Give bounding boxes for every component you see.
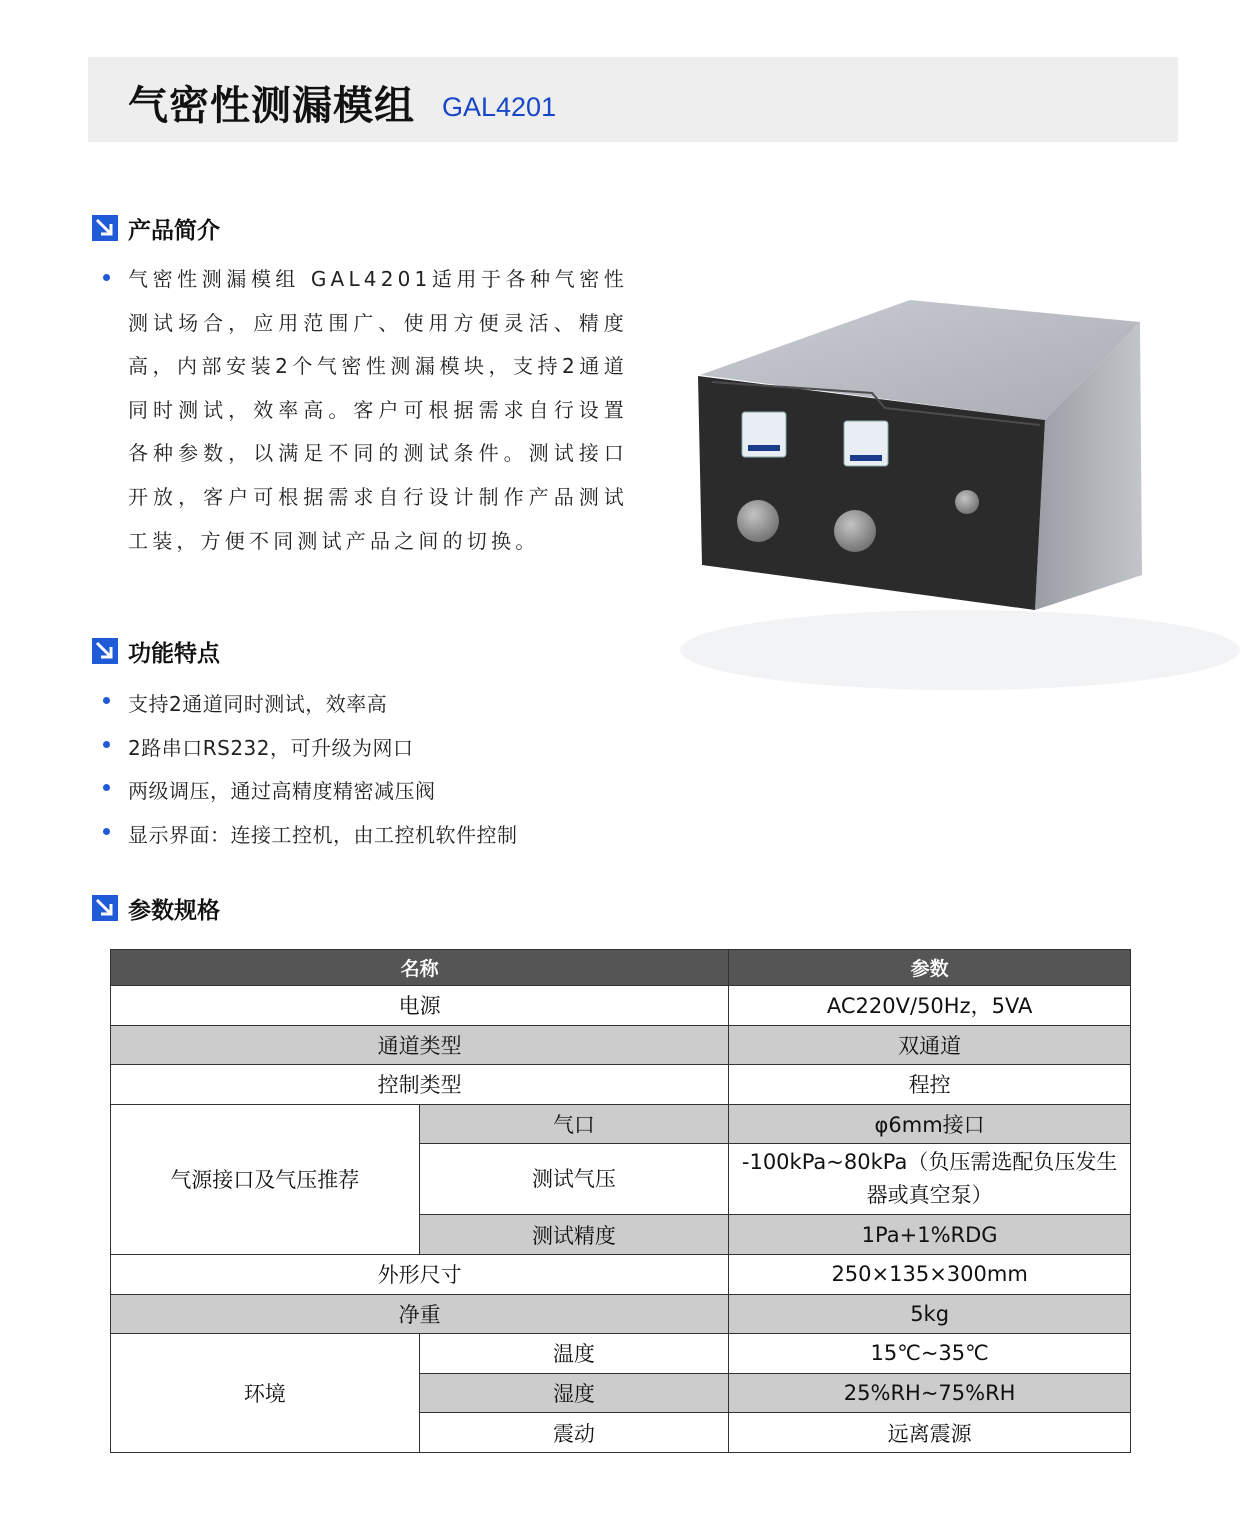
- model-number: GAL4201: [442, 92, 557, 122]
- page-title: 气密性测漏模组: [128, 83, 415, 129]
- section-specs-title: 参数规格: [128, 897, 220, 924]
- spec-value: 15℃~35℃: [729, 1334, 1131, 1374]
- section-features-heading: [92, 636, 220, 666]
- arrow-down-right-icon: [92, 215, 118, 241]
- spec-value: 5kg: [729, 1294, 1131, 1334]
- spec-name: 控制类型: [111, 1065, 729, 1105]
- table-row: [111, 1065, 1131, 1105]
- spec-name: 测试精度: [419, 1215, 729, 1255]
- feature-item: 两级调压，通过高精度精密减压阀: [128, 779, 436, 803]
- table-header-row: [111, 950, 1131, 986]
- table-row: [111, 1334, 1131, 1374]
- bullet-icon: [103, 697, 110, 704]
- table-row: [111, 1254, 1131, 1294]
- bullet-icon: [103, 274, 110, 281]
- table-row: [111, 1294, 1131, 1334]
- spec-value: 25%RH~75%RH: [729, 1373, 1131, 1413]
- spec-value: 程控: [729, 1065, 1131, 1105]
- spec-name: 测试气压: [419, 1144, 729, 1215]
- table-row: [111, 986, 1131, 1026]
- spec-value: -100kPa~80kPa（负压需选配负压发生器或真空泵）: [729, 1144, 1131, 1215]
- spec-name: 震动: [419, 1413, 729, 1453]
- section-features-title: 功能特点: [128, 640, 220, 667]
- arrow-down-right-icon: [92, 638, 118, 664]
- bullet-icon: [103, 784, 110, 791]
- spec-name: 外形尺寸: [111, 1254, 729, 1294]
- spec-value: AC220V/50Hz，5VA: [729, 986, 1131, 1026]
- spec-value: 远离震源: [729, 1413, 1131, 1453]
- spec-value: φ6mm接口: [729, 1104, 1131, 1144]
- bullet-icon: [103, 741, 110, 748]
- table-row: [111, 1025, 1131, 1065]
- product-image: [640, 270, 1240, 690]
- spec-name: 电源: [111, 986, 729, 1026]
- spec-name: 净重: [111, 1294, 729, 1334]
- spec-name: 湿度: [419, 1373, 729, 1413]
- feature-item: 支持2通道同时测试，效率高: [128, 692, 388, 716]
- arrow-down-right-icon: [92, 895, 118, 921]
- spec-value: 双通道: [729, 1025, 1131, 1065]
- table-row: [111, 1104, 1131, 1144]
- feature-item: 显示界面：连接工控机，由工控机软件控制: [128, 823, 518, 847]
- spec-value: 1Pa+1%RDG: [729, 1215, 1131, 1255]
- section-intro-title: 产品简介: [128, 217, 220, 244]
- spec-name: 通道类型: [111, 1025, 729, 1065]
- spec-table: [110, 949, 1131, 1453]
- spec-value: 250×135×300mm: [729, 1254, 1131, 1294]
- header-name: 名称: [111, 950, 729, 986]
- spec-group-name: 环境: [111, 1334, 420, 1453]
- spec-name: 气口: [419, 1104, 729, 1144]
- spec-group-name: 气源接口及气压推荐: [111, 1104, 420, 1254]
- intro-paragraph: 气密性测漏模组 GAL4201适用于各种气密性测试场合，应用范围广、使用方便灵活、精度高，内部安装2个气密性测漏模块，支持2通道同时测试，效率高。客户可根据需求自行设置各种参数，以满足不同的测试条件。测试接口开放，客户可根据需求自行设计制作产品测试工装，方便不同测试产品之间的切换。: [128, 267, 628, 553]
- spec-name: 温度: [419, 1334, 729, 1374]
- header-value: 参数: [729, 950, 1131, 986]
- section-intro-heading: [92, 213, 220, 243]
- feature-item: 2路串口RS232，可升级为网口: [128, 736, 414, 760]
- section-specs-heading: [92, 893, 220, 923]
- bullet-icon: [103, 828, 110, 835]
